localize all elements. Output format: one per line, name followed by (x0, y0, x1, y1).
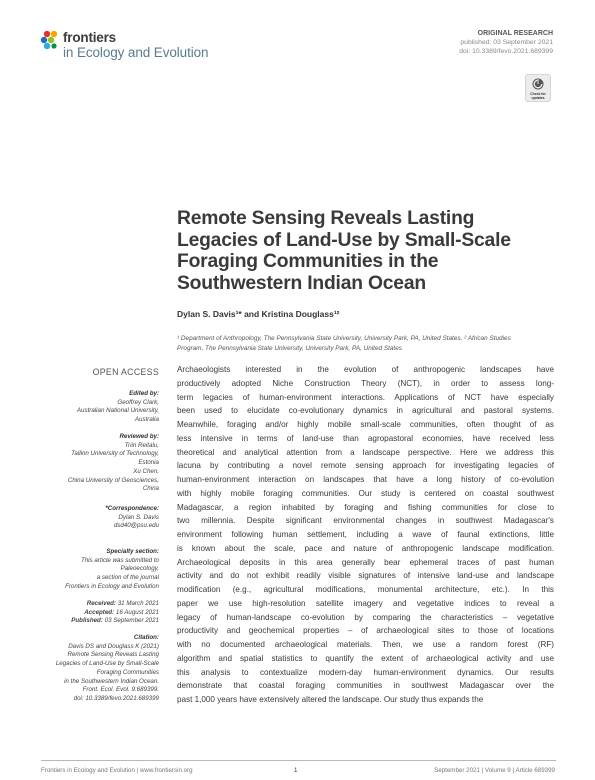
title-line: Southwestern Indian Ocean (177, 273, 426, 295)
specialty-line: a section of the journal (96, 574, 159, 582)
abstract-line: Madagascar, a region inhabited by foraging and fishing communities for close to (177, 502, 554, 512)
open-access-label: OPEN ACCESS (92, 367, 159, 377)
abstract-line: term legacies of human-environment interactions. Applications of NCT have especially (177, 392, 554, 402)
title-line: Remote Sensing Reveals Lasting (177, 208, 475, 229)
abstract-line: with no documented archaeological materials. Then, we use a random forest (RF) (177, 640, 554, 649)
citation-line: Remote Sensing Reveals Lasting (67, 651, 159, 659)
footer-divider (41, 760, 556, 761)
abstract-line: modification (e.g., agricultural modifications, monumental architecture, etc.). In this (177, 585, 554, 594)
reviewer-line: Triin Reitalu, (124, 441, 159, 449)
reviewer-line: Tallinn University of Technology, (71, 450, 159, 458)
affiliation-line: Program, The Pennsylvania State University, University Park, PA, United States (177, 344, 402, 352)
article-title (177, 208, 537, 295)
article-meta (459, 29, 553, 56)
abstract-line: is known about the scale, pace and nature of anthropogenic landscape modification. (177, 543, 554, 553)
accepted-date: Accepted: 16 August 2021 (84, 608, 159, 616)
abstract-line: Archaeological deposits in this area generally bear ephemeral traces of past human (177, 557, 554, 567)
abstract-line: legacy of human-landscape co-evolution by comparing the characteristics – vegetative (177, 612, 554, 622)
abstract-line: demonstrate that coastal foraging communities in southwest Madagascar over the (177, 681, 554, 691)
affiliation-line: ¹ Department of Anthropology, The Pennsylvania State University, University Park, PA, United States, ² African Studies (177, 335, 511, 342)
correspondence-label: *Correspondence: (105, 505, 159, 512)
citation-line: Davis DS and Douglass K (2021) (68, 642, 159, 650)
citation-line: Front. Ecol. Evol. 9:689399. (82, 686, 159, 694)
editor-line: Australia (134, 416, 159, 424)
article-type: ORIGINAL RESEARCH (477, 30, 553, 37)
correspondence-email[interactable]: dsd40@psu.edu (113, 522, 159, 530)
abstract-line: productively adopted Niche Construction Theory (NCT), in order to assess long- (177, 378, 554, 388)
frontiers-logo[interactable] (40, 27, 260, 67)
abstract-line: Meanwhile, foraging and/or highly mobile small-scale communities, often thought of as (177, 420, 554, 429)
check-updates-icon (532, 78, 544, 90)
citation-line: in the Southwestern Indian Ocean. (64, 677, 159, 685)
specialty-line: Frontiers in Ecology and Evolution (65, 582, 159, 590)
check-for-updates-badge[interactable] (525, 74, 551, 102)
edited-by-block (0, 390, 159, 425)
reviewer-line: China (142, 485, 159, 493)
abstract-line: theoretical and analytical attention from a landscape perspective. Here we address this (177, 447, 554, 457)
article-doi[interactable]: doi: 10.3389/fevo.2021.689399 (459, 48, 553, 55)
authors: Dylan S. Davis¹* and Kristina Douglass¹² (177, 309, 340, 319)
specialty-label: Specialty section: (106, 548, 159, 555)
badge-text: Check for updates (530, 92, 546, 100)
edited-by-label: Edited by: (129, 390, 159, 397)
abstract-line: less intensive in terms of land-use than agropastoral economies, have received less (177, 433, 554, 443)
reviewer-line: Estonia (138, 459, 159, 467)
citation-doi[interactable]: doi: 10.3389/fevo.2021.689399 (73, 694, 159, 702)
citation-block (0, 634, 159, 704)
abstract-line: activity and do not exhibit readily visible signatures of intensive land-use and landscape (177, 571, 554, 581)
abstract-line: lacuna by contributing a novel remote sensing approach for investigating legacies of (177, 461, 554, 471)
dates-block (0, 600, 159, 626)
citation-line: Foraging Communities (96, 668, 159, 676)
frontiers-logo-icon (40, 29, 62, 51)
abstract-line: environment following human settlement, including a wave of faunal extinctions, little (177, 530, 554, 539)
specialty-section-block (0, 548, 159, 592)
affiliations (177, 334, 555, 353)
editor-line: Geoffrey Clark, (117, 398, 159, 406)
abstract-line: this analysis to contextualize modern-day human-environment dynamics. Our results (177, 667, 554, 677)
correspondence-block (0, 505, 159, 531)
abstract-line: Archaeologists interested in the evolution of anthropogenic landscapes have (177, 365, 554, 374)
footer-journal[interactable]: Frontiers in Ecology and Evolution | www.frontiersin.org (41, 767, 193, 774)
received-date: Received: 31 March 2021 (86, 600, 159, 607)
citation-label: Citation: (133, 634, 159, 641)
abstract-line: productivity and geochemical properties – of archaeological sites to those of locations (177, 626, 554, 636)
specialty-line: Paleoecology, (120, 565, 159, 573)
abstract-line: past 1,000 years have extensively altered the landscape. Our study thus expands the (177, 695, 484, 704)
reviewer-line: Xu Chen, (133, 467, 159, 475)
reviewed-by-label: Reviewed by: (119, 433, 159, 440)
journal-name: in Ecology and Evolution (63, 45, 209, 60)
abstract-line: with highly mobile foraging communities. Our study is centered on coastal southwest (177, 488, 554, 498)
title-line: Legacies of Land-Use by Small-Scale (177, 229, 511, 251)
abstract-line: paper we use high-resolution satellite imagery and vegetative indices to reveal a (177, 598, 554, 608)
abstract-line: been used to elucidate co-evolutionary dynamics in agricultural and pastoral systems. (177, 406, 554, 416)
specialty-line: This article was submitted to (80, 556, 159, 564)
citation-line: Legacies of Land-Use by Small-Scale (55, 660, 159, 668)
reviewed-by-block (0, 433, 159, 494)
published-date-sidebar: Published: 03 September 2021 (71, 617, 159, 625)
page-number: 1 (294, 767, 298, 774)
abstract (177, 363, 554, 707)
abstract-line: human-environment interaction on landscapes that have a long history of co-evolution (177, 475, 554, 484)
footer-volume: September 2021 | Volume 9 | Article 689399 (434, 767, 555, 774)
abstract-line: two millennia. Despite significant environmental changes in southwest Madagascar's (177, 516, 554, 526)
brand-name: frontiers (63, 30, 116, 45)
reviewer-line: China University of Geosciences, (67, 476, 159, 484)
abstract-line: algorithm and spatial statistics to quantify the extent of archaeological activity and use (177, 653, 554, 663)
published-date: published: 03 September 2021 (460, 39, 553, 46)
correspondence-name: Dylan S. Davis (118, 513, 159, 521)
title-line: Foraging Communities in the (177, 251, 439, 273)
editor-line: Australian National University, (76, 407, 159, 415)
